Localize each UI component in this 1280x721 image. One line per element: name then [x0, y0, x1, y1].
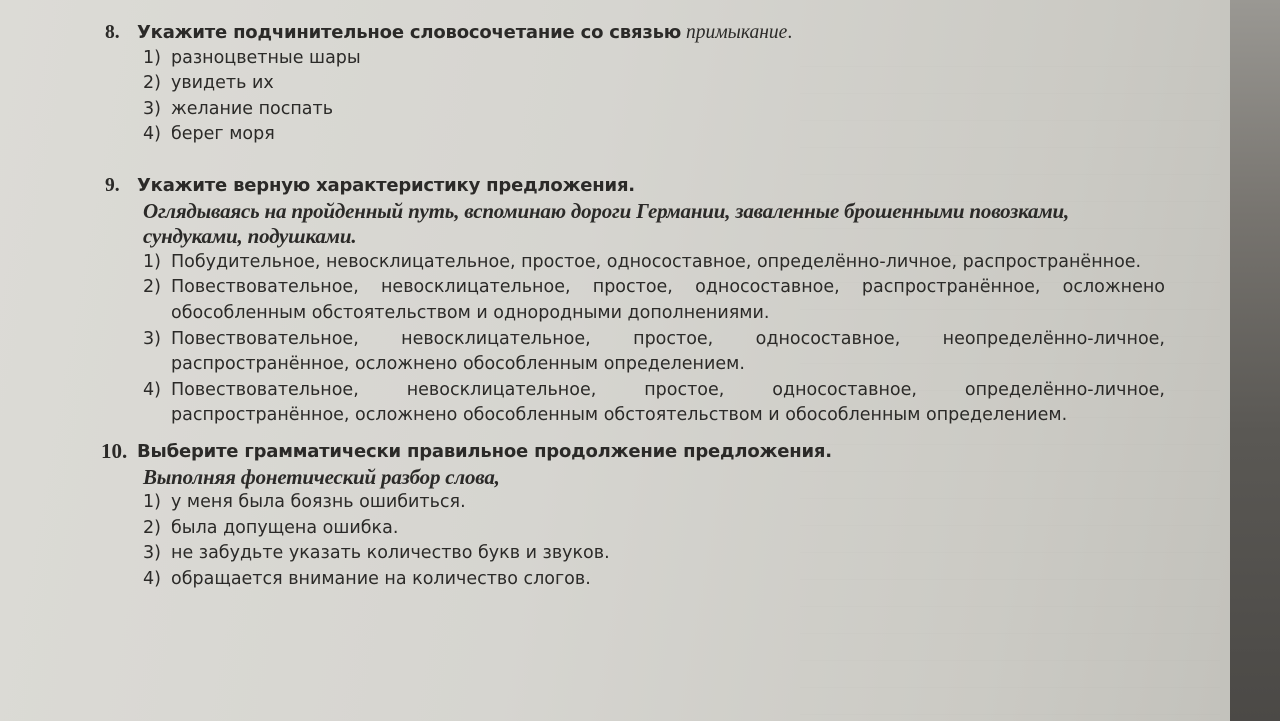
- question-8: [105, 20, 1165, 148]
- example-sentence: Оглядываясь на пройденный путь, вспоминаю дороги Германии, заваленные брошенными повозками, сундуками, подушками.: [143, 198, 1070, 249]
- questions-list: [101, 20, 1165, 592]
- option-number: 1): [143, 47, 161, 68]
- answer-option: [105, 275, 1165, 326]
- option-text: Побудительное, невосклицательное, простое, односоставное, определённо-личное, распространённое.: [171, 251, 1142, 272]
- option-text: Повествовательное, невосклицательное, простое, односоставное, определённо-личное, распространённое, осложнено обособленным обстоятельством и обособленным определением.: [171, 379, 1165, 426]
- option-number: 4): [143, 568, 161, 589]
- question-number: 8.: [105, 22, 120, 43]
- question-prompt-term: примыкание: [685, 22, 788, 43]
- question-prompt-end: .: [787, 22, 793, 43]
- option-text: не забудьте указать количество букв и звуков.: [171, 543, 610, 564]
- answer-option: [105, 122, 1165, 148]
- option-text: увидеть их: [171, 73, 274, 94]
- option-text: у меня была боязнь ошибиться.: [171, 492, 466, 513]
- answer-option: [105, 541, 1165, 567]
- option-number: 2): [143, 517, 161, 538]
- option-text: обращается внимание на количество слогов.: [171, 568, 591, 589]
- option-text: Повествовательное, невосклицательное, простое, односоставное, неопределённо-личное, распространённое, осложнено обособленным определением.: [171, 328, 1165, 375]
- answer-option: [105, 516, 1165, 542]
- example-sentence: Выполняя фонетический разбор слова,: [143, 464, 500, 489]
- answer-option: [105, 71, 1165, 97]
- answer-option: [105, 378, 1165, 429]
- question-header: [101, 438, 1165, 465]
- question-number: 9.: [105, 174, 120, 196]
- option-number: 4): [143, 379, 161, 400]
- option-number: 3): [143, 98, 161, 119]
- option-number: 4): [143, 124, 161, 145]
- question-number: 10.: [101, 438, 128, 463]
- question-header: [105, 173, 1165, 199]
- answer-option: [105, 327, 1165, 378]
- question-9: [105, 173, 1165, 429]
- option-text: берег моря: [171, 124, 275, 145]
- option-number: 2): [143, 277, 161, 298]
- background-surface: [1230, 0, 1280, 721]
- answer-option: [105, 250, 1165, 276]
- option-text: Повествовательное, невосклицательное, простое, односоставное, распространённое, осложнено обособленным обстоятельством и однородными дополнениями.: [171, 277, 1165, 323]
- answer-option: [105, 46, 1165, 72]
- answer-option: [105, 567, 1165, 593]
- answer-option: [105, 490, 1165, 516]
- option-text: разноцветные шары: [171, 47, 361, 68]
- answer-option: [105, 97, 1165, 123]
- option-number: 1): [143, 492, 161, 513]
- option-text: желание поспать: [171, 98, 334, 119]
- question-prompt: Выберите грамматически правильное продолжение предложения.: [137, 440, 832, 462]
- question-10: [101, 438, 1165, 593]
- question-header: [105, 20, 1165, 46]
- option-number: 1): [143, 251, 161, 272]
- option-number: 3): [143, 543, 161, 564]
- question-prompt: Укажите верную характеристику предложения.: [137, 174, 635, 196]
- option-number: 3): [143, 328, 161, 349]
- question-prompt: Укажите подчинительное словосочетание со связью: [137, 22, 682, 43]
- option-text: была допущена ошибка.: [171, 517, 399, 538]
- option-number: 2): [143, 73, 161, 94]
